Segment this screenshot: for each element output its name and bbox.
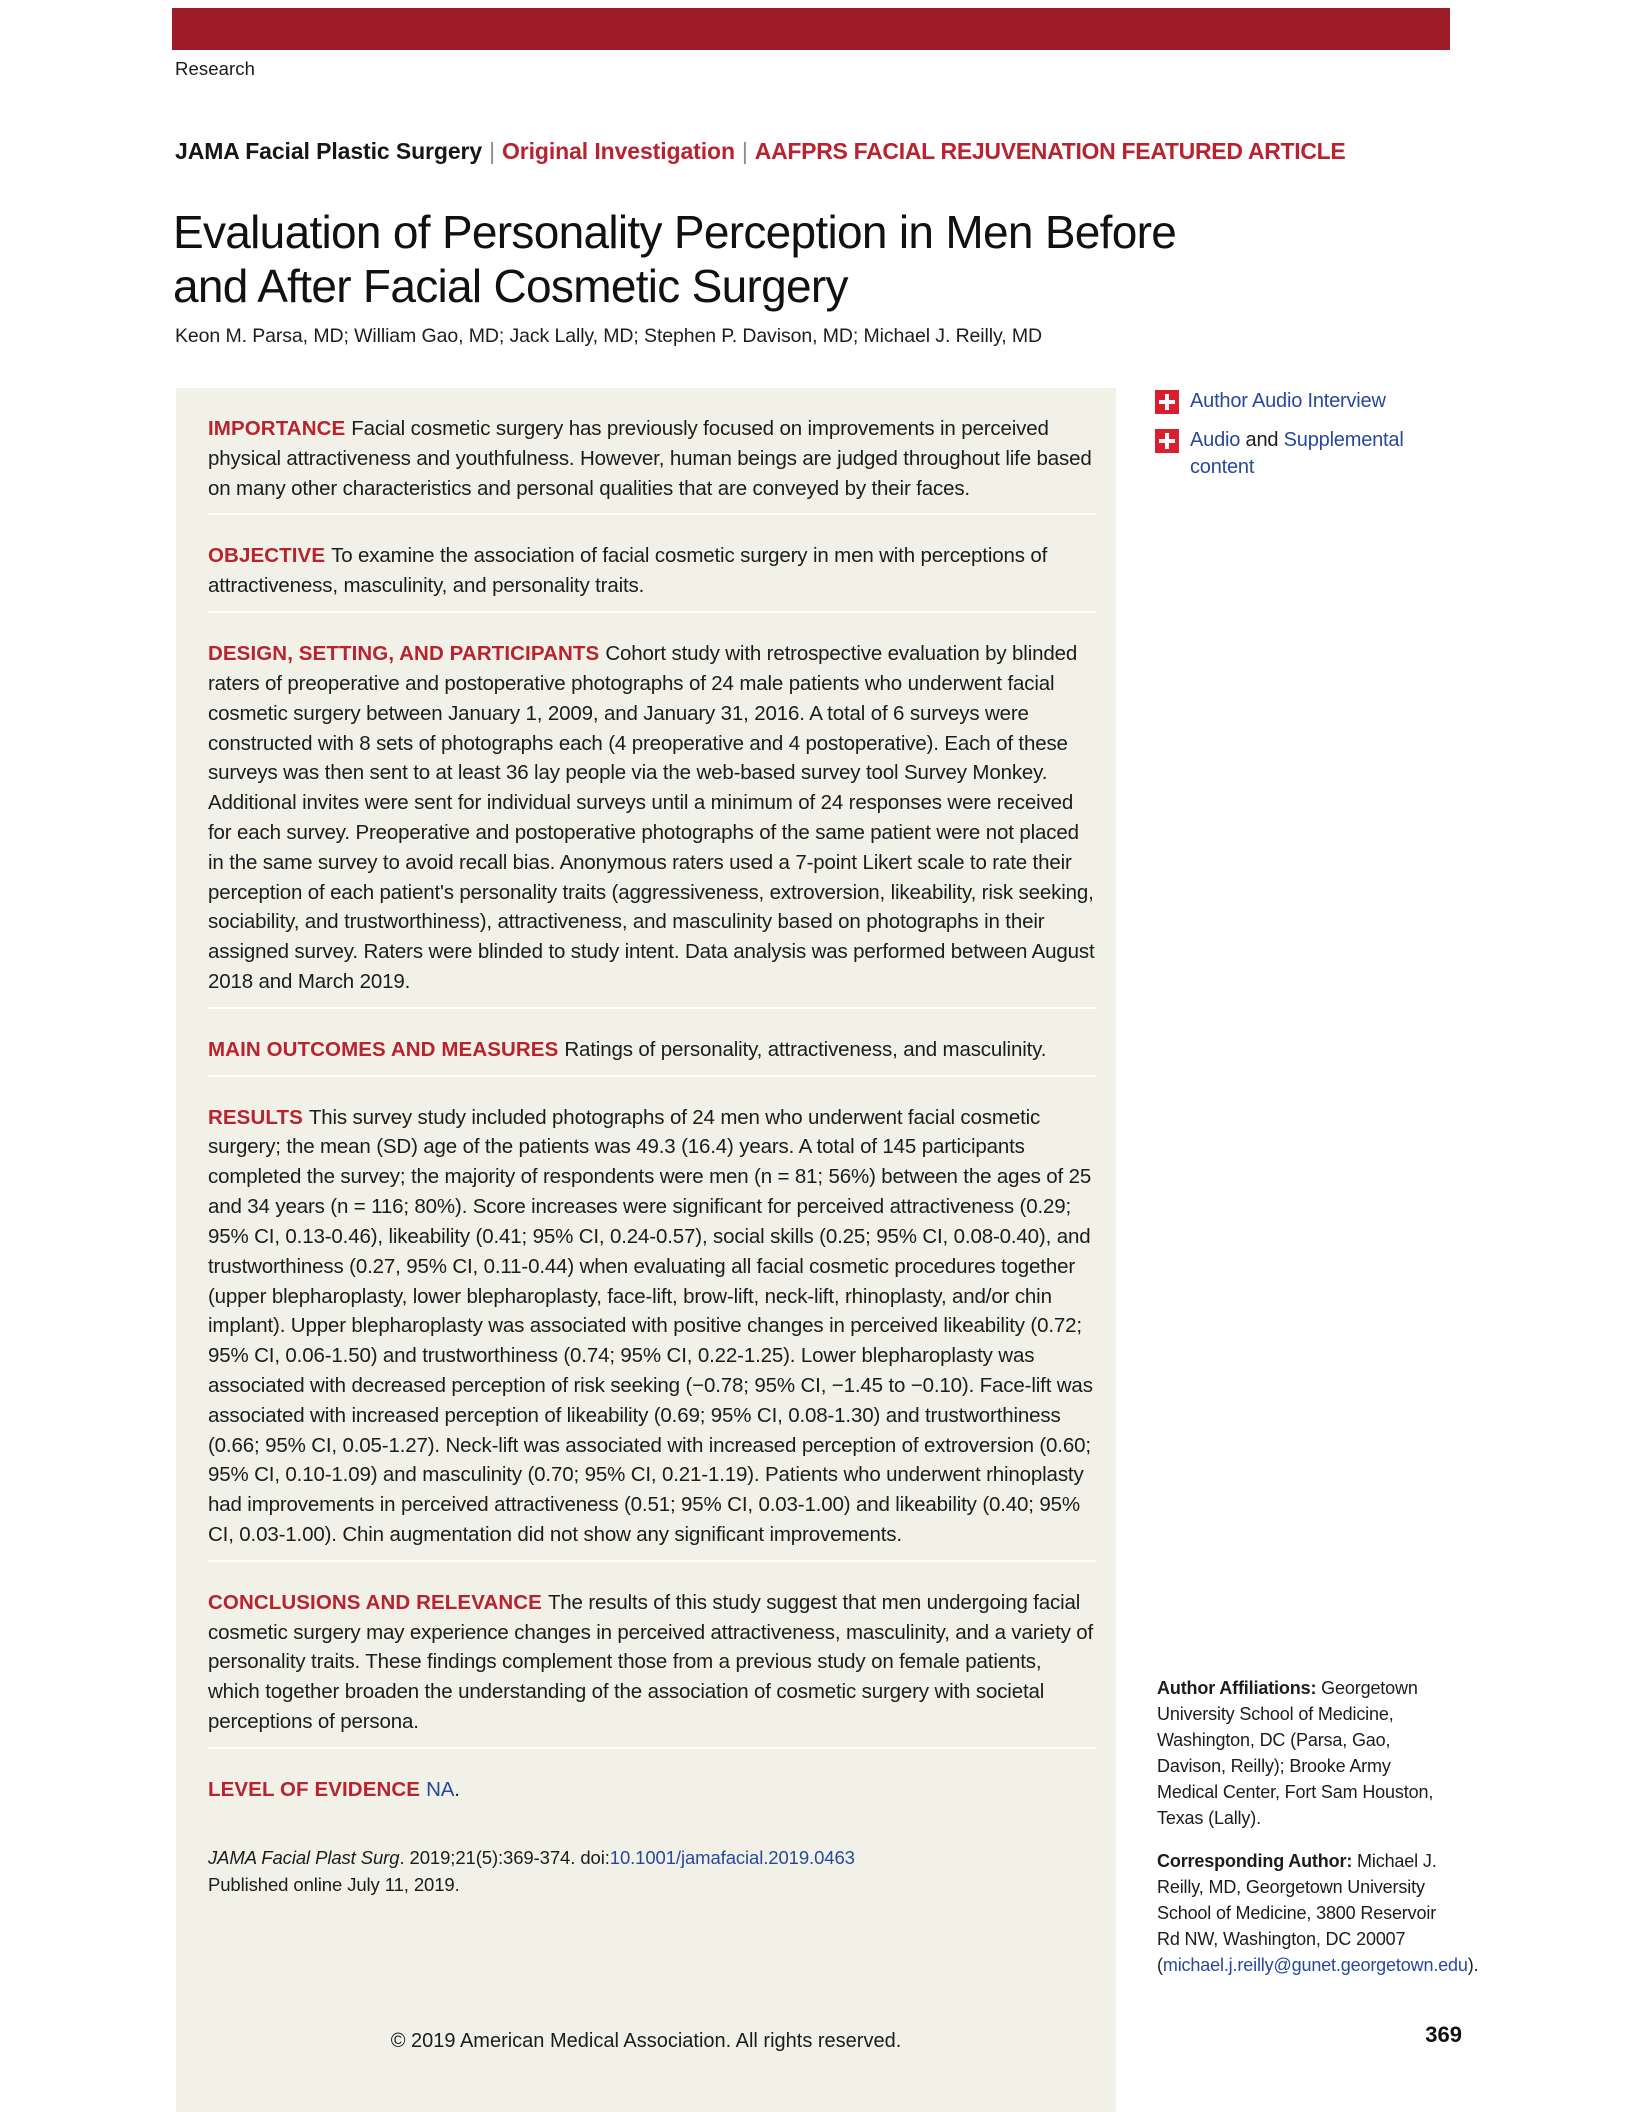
page-title: Evaluation of Personality Perception in Men Before and After Facial Cosmetic Surgery (173, 205, 1177, 312)
corresponding-author-email[interactable]: michael.j.reilly@gunet.georgetown.edu (1162, 1955, 1468, 1976)
page-number: 369 (1425, 2022, 1462, 2047)
citation-journal: JAMA Facial Plast Surg (208, 1846, 400, 1868)
running-head: Research (175, 58, 255, 79)
evidence-period: . (454, 1777, 460, 1801)
abstract-text-conclusions: The results of this study suggest that men undergoing facial cosmetic surgery may experience changes in perceived attractiveness, masculinity, and a variety of personality traits. These findings complement those from a previous study on female patients, which together broaden the understanding of the association of cosmetic surgery with societal perceptions of persona. (208, 1590, 1094, 1734)
plus-icon (1155, 429, 1179, 453)
author-affiliations (1157, 1676, 1449, 1831)
author-affiliations-label: Author Affiliations: (1157, 1678, 1317, 1698)
corresponding-author-text: Michael J. Reilly, MD, Georgetown University School of Medicine, 3800 Reservoir Rd NW, Washington, DC 20007 ( (1157, 1851, 1437, 1976)
abstract-text-results: This survey study included photographs of 24 men who underwent facial cosmetic surgery; the mean (SD) age of the patients was 49.3 (16.4) years. A total of 145 participants completed the survey; the majority of respondents were men (n = 81; 56%) between the ages of 25 and 34 years (n = 116; 80%). Score increases were significant for perceived attractiveness (0.29; 95% CI, 0.13-0.46), likeability (0.41; 95% CI, 0.24-0.57), social skills (0.25; 95% CI, 0.08-0.40), and trustworthiness (0.27, 95% CI, 0.11-0.44) when evaluating all facial cosmetic procedures together (upper blepharoplasty, lower blepharoplasty, face-lift, brow-lift, neck-lift, rhinoplasty, and/or chin implant). Upper blepharoplasty was associated with positive changes in perceived likeability (0.72; 95% CI, 0.06-1.50) and trustworthiness (0.74; 95% CI, 0.22-1.25). Lower blepharoplasty was associated with decreased perception of risk seeking (−0.78; 95% CI, −1.45 to −0.10). Face-lift was associated with increased perception of likeability (0.69; 95% CI, 0.08-1.30) and trustworthiness (0.66; 95% CI, 0.05-1.27). Neck-lift was associated with increased perception of extroversion (0.60; 95% CI, 0.10-1.09) and masculinity (0.70; 95% CI, 0.21-1.19). Patients who underwent rhinoplasty had improvements in perceived attractiveness (0.51; 95% CI, 0.03-1.00) and likeability (0.40; 95% CI, 0.03-1.00). Chin augmentation did not show any significant improvements. (208, 1105, 1093, 1546)
abstract-label-outcomes: MAIN OUTCOMES AND MEASURES (208, 1037, 559, 1061)
abstract-section-importance (208, 414, 1096, 513)
citation-details: . 2019;21(5):369-374. doi: (399, 1846, 610, 1868)
abstract-text-importance: Facial cosmetic surgery has previously focused on improvements in perceived physical attractiveness and youthfulness. However, human beings are judged throughout life based on many other characteristics and personal qualities that are conveyed by their faces. (208, 417, 1092, 500)
citation-published-date: Published online July 11, 2019. (208, 1873, 460, 1895)
abstract-label-importance: IMPORTANCE (208, 417, 346, 440)
supplemental-part-and: and (1245, 429, 1284, 452)
citation-block (208, 1845, 1096, 1899)
abstract-label-objective: OBJECTIVE (208, 544, 326, 568)
abstract-content (208, 414, 1096, 1898)
supplemental-part-rest: Supplemental content (1190, 429, 1404, 478)
corresponding-author (1157, 1849, 1479, 1979)
copyright-notice: © 2019 American Medical Association. All rights reserved. (390, 2030, 902, 2052)
abstract-text-outcomes: Ratings of personality, attractiveness, and masculinity. (564, 1037, 1047, 1061)
corresponding-author-label: Corresponding Author: (1157, 1851, 1353, 1872)
abstract-label-conclusions: CONCLUSIONS AND RELEVANCE (208, 1590, 542, 1614)
abstract-label-design: DESIGN, SETTING, AND PARTICIPANTS (208, 642, 600, 666)
author-audio-interview-link[interactable] (1155, 388, 1455, 414)
author-affiliations-text: Georgetown University School of Medicine, Washington, DC (Parsa, Gao, Davison, Reilly); Brooke Army Medical Center, Fort Sam Houston, Texas (Lally). (1157, 1678, 1434, 1828)
abstract-section-design (208, 611, 1096, 1007)
kicker-separator-1: | (489, 138, 495, 164)
citation-doi-link[interactable]: 10.1001/jamafacial.2019.0463 (609, 1846, 855, 1868)
author-affiliations-block (1157, 1676, 1479, 1997)
kicker-separator-2: | (741, 138, 748, 164)
author-audio-interview-label: Author Audio Interview (1190, 390, 1386, 412)
audio-supplemental-content-label (1190, 427, 1455, 480)
featured-article-label: AAFPRS FACIAL REJUVENATION FEATURED ARTICLE (754, 138, 1346, 164)
supplementary-rail (1155, 388, 1455, 493)
author-list: Keon M. Parsa, MD; William Gao, MD; Jack Lally, MD; Stephen P. Davison, MD; Michael J. Reilly, MD (175, 325, 1042, 347)
abstract-label-evidence: LEVEL OF EVIDENCE (208, 1777, 421, 1801)
abstract-section-conclusions (208, 1560, 1096, 1747)
plus-icon (1155, 390, 1179, 414)
abstract-label-results: RESULTS (208, 1105, 303, 1129)
evidence-value: NA (426, 1777, 455, 1801)
abstract-section-evidence (208, 1747, 1096, 1815)
abstract-text-design: Cohort study with retrospective evaluation by blinded raters of preoperative and postoperative photographs of 24 male patients who underwent facial cosmetic surgery between January 1, 2009, and January 31, 2016. A total of 6 surveys were constructed with 8 sets of photographs each (4 preoperative and 4 postoperative). Each of these surveys was then sent to at least 36 lay people via the web-based survey tool Survey Monkey. Additional invites were sent for individual surveys until a minimum of 24 responses were received for each survey. Preoperative and postoperative photographs of the same patient were not placed in the same survey to avoid recall bias. Anonymous raters used a 7-point Likert scale to rate their perception of each patient's personality traits (aggressiveness, extroversion, likeability, risk seeking, sociability, and trustworthiness), attractiveness, and masculinity based on photographs in their assigned survey. Raters were blinded to study intent. Data analysis was performed between August 2018 and March 2019. (208, 642, 1095, 993)
red-header-bar (172, 8, 1450, 50)
article-kicker-line (175, 138, 1345, 165)
article-type[interactable]: Original Investigation (501, 138, 735, 164)
abstract-section-results (208, 1075, 1096, 1560)
abstract-section-outcomes (208, 1007, 1096, 1075)
audio-supplemental-content-link[interactable] (1155, 427, 1455, 480)
abstract-text-objective: To examine the association of facial cosmetic surgery in men with perceptions of attractiveness, masculinity, and personality traits. (208, 544, 1048, 598)
journal-name: JAMA Facial Plastic Surgery (175, 138, 483, 164)
supplemental-part-audio: Audio (1190, 429, 1246, 452)
abstract-section-objective (208, 513, 1096, 611)
corresponding-author-close: ). (1467, 1955, 1479, 1976)
